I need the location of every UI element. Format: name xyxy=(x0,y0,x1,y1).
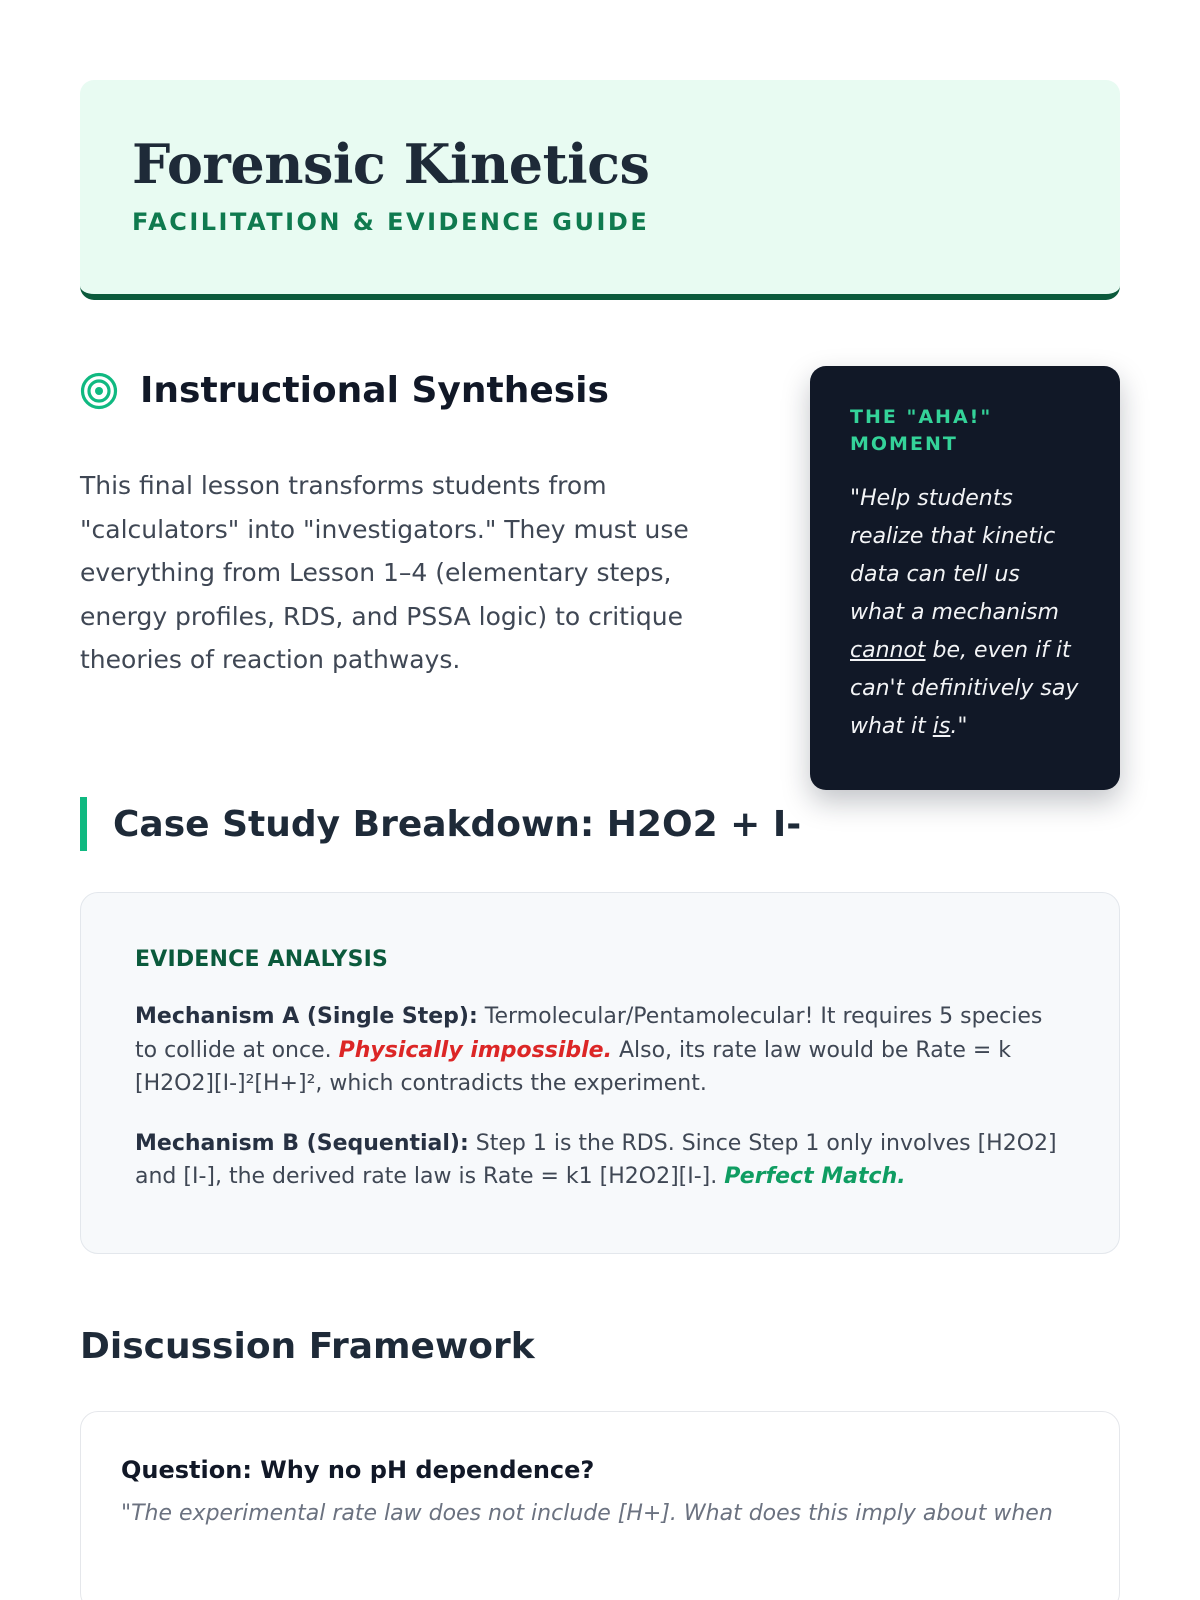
aha-moment-label: THE "AHA!" MOMENT xyxy=(850,406,993,455)
case-study-heading xyxy=(80,796,1120,852)
mechanism-a-analysis xyxy=(135,1000,1067,1101)
evidence-analysis-card xyxy=(80,892,1120,1254)
synthesis-body: This final lesson transforms students from "calculators" into "investigators." They must use everything from Lesson 1–4 (elementary steps, energy profiles, RDS, and PSSA logic) to critique theories of reaction pathways. xyxy=(80,471,689,674)
mechanism-b-text: Step 1 is the RDS. Since Step 1 only involves [H2O2] and [I-], the derived rate law is Rate = k1 [H2O2][I-]. xyxy=(135,1130,1057,1189)
page-title: Forensic Kinetics xyxy=(132,132,650,196)
discussion-question: Question: Why no pH dependence? xyxy=(121,1456,595,1484)
discussion-section xyxy=(80,1326,1120,1600)
quote-emphasis-is: is xyxy=(932,714,951,739)
mechanism-b-label: Mechanism B (Sequential): xyxy=(135,1130,469,1156)
discussion-title: Discussion Framework xyxy=(80,1326,535,1367)
mechanism-a-text: Also, its rate law would be Rate = k [H2O2][I-]²[H+]², which contradicts the experiment. xyxy=(135,1037,1012,1096)
synthesis-title: Instructional Synthesis xyxy=(140,370,609,411)
accent-bar xyxy=(80,797,87,851)
quote-text: "Help students realize that kinetic data can tell us what a mechanism xyxy=(850,486,1059,625)
mechanism-a-verdict: Physically impossible. xyxy=(338,1037,612,1063)
synthesis-heading xyxy=(80,370,609,411)
quote-emphasis-cannot: cannot xyxy=(850,638,926,663)
hero-banner xyxy=(80,80,1120,300)
case-study-title: Case Study Breakdown: H2O2 + I- xyxy=(113,803,802,845)
quote-text: be, even if it can't definitively say what it xyxy=(850,638,1079,739)
target-icon xyxy=(80,372,118,410)
page-subtitle: FACILITATION & EVIDENCE GUIDE xyxy=(132,208,650,236)
mechanism-a-label: Mechanism A (Single Step): xyxy=(135,1004,478,1029)
aha-moment-card xyxy=(810,366,1120,790)
mechanism-b-analysis xyxy=(135,1127,1067,1194)
discussion-prompt: "The experimental rate law does not include [H+]. What does this imply about when xyxy=(121,1501,1053,1526)
mechanism-a-text: Termolecular/Pentamolecular! It requires 5 species to collide at once. xyxy=(135,1004,1043,1063)
instructional-synthesis-section xyxy=(80,366,1120,796)
case-study-section xyxy=(80,796,1120,1254)
evidence-analysis-label: EVIDENCE ANALYSIS xyxy=(135,947,389,972)
discussion-question-card xyxy=(80,1411,1120,1600)
mechanism-b-verdict: Perfect Match. xyxy=(724,1164,906,1189)
aha-moment-quote xyxy=(850,480,1080,746)
quote-text: ." xyxy=(950,714,968,739)
